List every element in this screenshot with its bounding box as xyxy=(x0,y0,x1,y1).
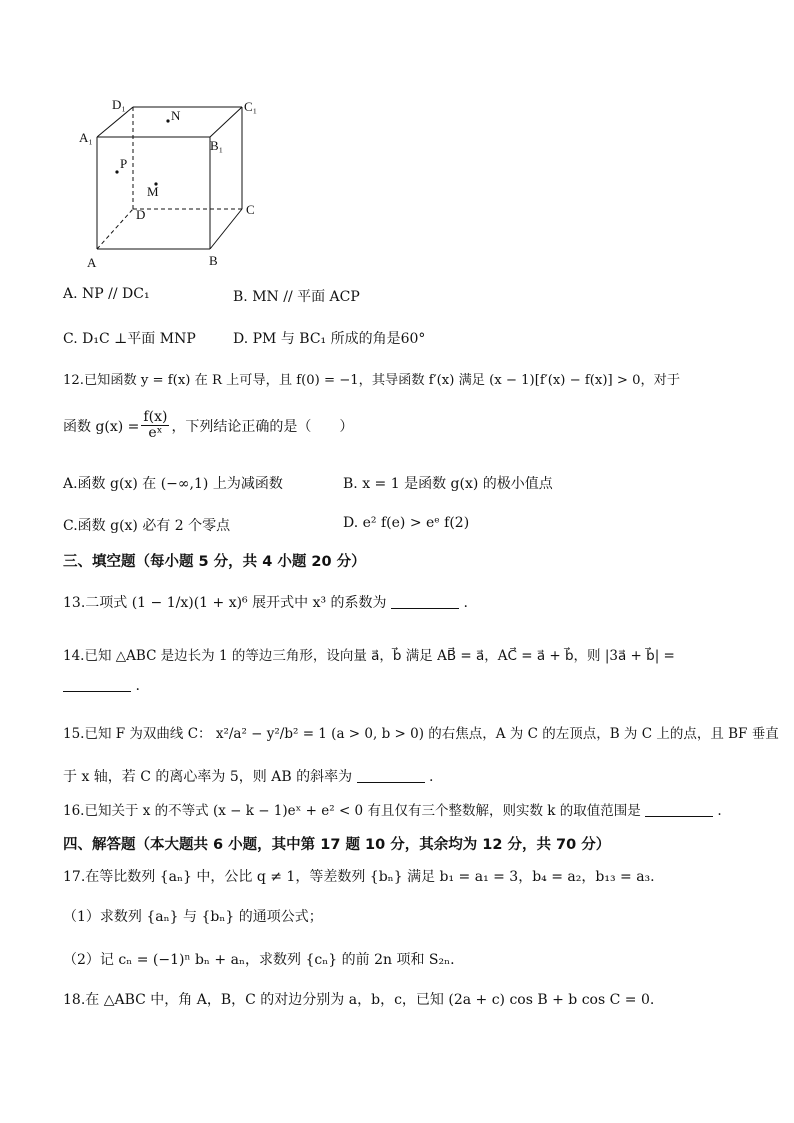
q16-text: 16.已知关于 x 的不等式 (x − k − 1)eˣ + e² < 0 有且仅有三个整数解，则实数 k 的取值范围是 xyxy=(63,803,641,819)
q11-option-c: C. D₁C ⊥平面 MNP xyxy=(63,331,196,347)
label-a: A xyxy=(87,255,97,270)
q15-pre: 15.已知 F 为双曲线 C： xyxy=(63,726,212,742)
label-c: C xyxy=(246,202,255,217)
point-p xyxy=(115,170,118,173)
q12-option-b: B. x = 1 是函数 g(x) 的极小值点 xyxy=(343,476,553,492)
q12-frac-den: eˣ xyxy=(148,425,163,441)
q12-option-a: A.函数 g(x) 在 (−∞,1) 上为减函数 xyxy=(63,476,283,492)
edge-ad-hidden xyxy=(97,209,133,249)
q16 xyxy=(63,799,722,819)
label-b: B xyxy=(209,253,218,268)
q12-fraction xyxy=(141,410,169,441)
q12-option-c: C.函数 g(x) 必有 2 个零点 xyxy=(63,518,231,534)
label-c1: C₁ xyxy=(244,99,258,114)
label-m: M xyxy=(147,184,159,199)
q14-line1: 14.已知 △ABC 是边长为 1 的等边三角形，设向量 a⃗，b⃗ 满足 AB⃗ = a⃗，AC⃗ = a⃗ + b⃗，则 |3a⃗ + b⃗| = xyxy=(63,648,675,664)
section-fill-in-heading: 三、填空题（每小题 5 分，共 4 小题 20 分） xyxy=(63,554,366,570)
q13-expr: (1 − 1/x)(1 + x)⁶ xyxy=(131,595,248,611)
q17-part2: （2）记 cₙ = (−1)ⁿ bₙ + aₙ，求数列 {cₙ} 的前 2n 项和 S₂ₙ. xyxy=(63,952,455,968)
label-n: N xyxy=(171,108,181,123)
q17-part1: （1）求数列 {aₙ} 与 {bₙ} 的通项公式； xyxy=(63,909,323,925)
q14-end: . xyxy=(135,678,140,694)
label-a1: A₁ xyxy=(79,130,93,145)
section-solution-heading: 四、解答题（本大题共 6 小题，其中第 17 题 10 分，其余均为 12 分，共 70 分） xyxy=(63,837,611,853)
q15-post: 的右焦点，A 为 C 的左顶点，B 为 C 上的点，且 BF 垂直 xyxy=(428,726,779,742)
label-p: P xyxy=(120,156,128,171)
q15-line1 xyxy=(63,722,779,742)
cube-diagram xyxy=(70,92,290,272)
q11-option-d: D. PM 与 BC₁ 所成的角是60° xyxy=(233,331,426,347)
q18-stem: 18.在 △ABC 中，角 A，B，C 的对边分别为 a，b，c，已知 (2a + c) cos B + b cos C = 0. xyxy=(63,992,655,1008)
q13-end: . xyxy=(463,595,468,611)
q14-answer-blank[interactable] xyxy=(63,677,131,692)
q12-stem-tail: ，下列结论正确的是（ ） xyxy=(171,418,354,435)
q13-post: 展开式中 x³ 的系数为 xyxy=(252,595,387,611)
q13-pre: 13.二项式 xyxy=(63,595,128,611)
q14-line2 xyxy=(63,677,140,694)
q15-expr: x²/a² − y²/b² = 1 (a > 0, b > 0) xyxy=(215,726,424,742)
edge-bc xyxy=(210,209,242,249)
q13-answer-blank[interactable] xyxy=(391,594,459,609)
q15-answer-blank[interactable] xyxy=(357,768,425,783)
q11-option-b: B. MN // 平面 ACP xyxy=(233,289,360,305)
q16-end: . xyxy=(717,803,722,819)
edge-b1c1 xyxy=(210,107,242,137)
q16-answer-blank[interactable] xyxy=(645,802,713,817)
q15-line2 xyxy=(63,766,433,786)
label-d1: D₁ xyxy=(112,97,126,112)
q11-option-a: A. NP // DC₁ xyxy=(63,286,150,302)
q12-stem-line2 xyxy=(63,410,353,441)
q15-line2-text: 于 x 轴，若 C 的离心率为 5，则 AB 的斜率为 xyxy=(63,769,353,785)
q12-stem-line1: 12.已知函数 y = f(x) 在 R 上可导，且 f(0) = −1，其导函数 f′(x) 满足 (x − 1)[f′(x) − f(x)] > 0，对于 xyxy=(63,373,681,388)
label-b1: B₁ xyxy=(210,138,224,153)
q12-stem-g: 函数 g(x) = xyxy=(63,418,140,435)
q12-option-d: D. e² f(e) > eᵉ f(2) xyxy=(343,515,470,531)
cube-figure xyxy=(70,92,290,272)
q13 xyxy=(63,592,468,612)
q12-frac-num: f(x) xyxy=(143,409,168,425)
q15-end: . xyxy=(428,769,434,785)
point-n xyxy=(166,119,169,122)
q17-stem: 17.在等比数列 {aₙ} 中，公比 q ≠ 1，等差数列 {bₙ} 满足 b₁ = a₁ = 3，b₄ = a₂，b₁₃ = a₃. xyxy=(63,869,655,885)
label-d: D xyxy=(136,207,146,222)
